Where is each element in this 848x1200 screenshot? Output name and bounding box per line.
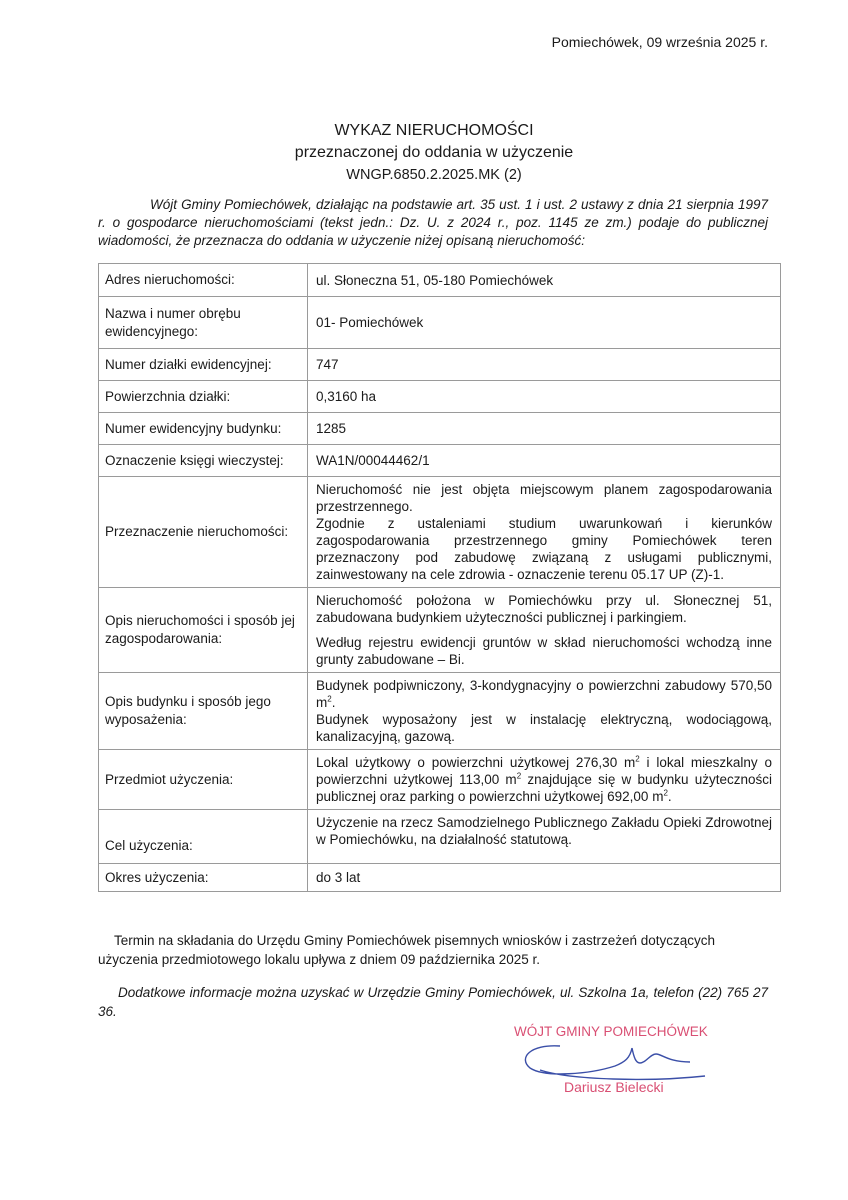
signature-stamp bbox=[500, 1018, 740, 1102]
superscript: 2 bbox=[516, 771, 522, 781]
plot-number-value: 747 bbox=[308, 349, 781, 381]
plot-area-label: Powierzchnia działki: bbox=[99, 381, 308, 413]
description-paragraph-2: Według rejestru ewidencji gruntów w skład nieruchomości wchodzą inne grunty zabudowane – Bi. bbox=[316, 635, 772, 667]
table-row bbox=[99, 264, 781, 297]
table-row bbox=[99, 477, 781, 588]
purpose-paragraph-2: Zgodnie z ustaleniami studium uwarunkowań i kierunków zagospodarowania przestrzennego gminy Pomiechówek teren przeznaczony pod zabudowę związaną z usługami publicznymi, zainwestowany na cele zdrowia - oznaczenie terenu 05.17 UP (Z)-1. bbox=[316, 516, 772, 582]
address-label: Adres nieruchomości: bbox=[99, 264, 308, 297]
land-register-label: Oznaczenie księgi wieczystej: bbox=[99, 445, 308, 477]
superscript: 2 bbox=[327, 694, 332, 704]
subject-text-1: Lokal użytkowy o powierzchni użytkowej 276,30 m bbox=[316, 755, 636, 770]
table-row bbox=[99, 445, 781, 477]
document-title bbox=[0, 120, 848, 186]
land-register-value: WA1N/00044462/1 bbox=[308, 445, 781, 477]
building-text-1-end: . bbox=[331, 695, 336, 710]
title-line-1: WYKAZ NIERUCHOMOŚCI bbox=[334, 122, 534, 139]
building-value bbox=[308, 673, 781, 750]
building-text-1: Budynek podpiwniczony, 3-kondygnacyjny o powierzchni zabudowy 570,50 m bbox=[316, 678, 772, 710]
table-row bbox=[99, 673, 781, 750]
date-line: Pomiechówek, 09 września 2025 r. bbox=[551, 34, 768, 50]
building-label: Opis budynku i sposób jego wyposażenia: bbox=[99, 673, 308, 750]
building-paragraph-2: Budynek wyposażony jest w instalację elektryczną, wodociągową, kanalizacyjną, gazową. bbox=[316, 712, 772, 744]
period-label: Okres użyczenia: bbox=[99, 864, 308, 892]
subject-text-2: i lokal mieszkalny o powierzchni użytkowej 113,00 m bbox=[316, 755, 772, 787]
table-row bbox=[99, 810, 781, 864]
period-value: do 3 lat bbox=[308, 864, 781, 892]
additional-info-paragraph: Dodatkowe informacje można uzyskać w Urzędzie Gminy Pomiechówek, ul. Szkolna 1a, telefon (22) 765 27 36. bbox=[98, 985, 768, 1019]
precinct-value: 01- Pomiechówek bbox=[308, 297, 781, 349]
purpose-label: Przeznaczenie nieruchomości: bbox=[99, 477, 308, 588]
purpose-value bbox=[308, 477, 781, 588]
precinct-label: Nazwa i numer obrębu ewidencyjnego: bbox=[99, 297, 308, 349]
purpose-paragraph-1: Nieruchomość nie jest objęta miejscowym planem zagospodarowania przestrzennego. bbox=[316, 482, 772, 514]
superscript: 2 bbox=[663, 788, 668, 798]
table-row bbox=[99, 349, 781, 381]
table-row bbox=[99, 381, 781, 413]
description-paragraph-1: Nieruchomość położona w Pomiechówku przy ul. Słonecznej 51, zabudowana budynkiem użyteczności publicznej i parkingiem. bbox=[316, 593, 772, 625]
building-paragraph-1 bbox=[316, 677, 772, 711]
deadline-paragraph: Termin na składania do Urzędu Gminy Pomiechówek pisemnych wniosków i zastrzeżeń dotyczących użyczenia przedmiotowego lokalu upływa z dniem 09 października 2025 r. bbox=[98, 933, 716, 967]
table-row bbox=[99, 750, 781, 810]
table-row bbox=[99, 413, 781, 445]
subject-text-4: . bbox=[667, 789, 672, 804]
description-label: Opis nieruchomości i sposób jej zagospodarowania: bbox=[99, 588, 308, 673]
table-row bbox=[99, 588, 781, 673]
table-row bbox=[99, 297, 781, 349]
signature-stroke bbox=[525, 1046, 705, 1080]
intro-paragraph: Wójt Gminy Pomiechówek, działając na podstawie art. 35 ust. 1 i ust. 2 ustawy z dnia 21 sierpnia 1997 r. o gospodarce nieruchomościami (tekst jedn.: Dz. U. z 2024 r., poz. 1145 ze zm.) podaje do publicznej wiadomości, że przeznacza do oddania w użyczenie niżej opisaną nieruchomość: bbox=[98, 197, 768, 248]
reference-number: WNGP.6850.2.2025.MK (2) bbox=[346, 167, 522, 183]
title-line-2: przeznaczonej do oddania w użyczenie bbox=[294, 144, 574, 161]
goal-value: Użyczenie na rzecz Samodzielnego Publicznego Zakładu Opieki Zdrowotnej w Pomiechówku, na działalność statutową. bbox=[308, 810, 781, 864]
plot-number-label: Numer działki ewidencyjnej: bbox=[99, 349, 308, 381]
subject-value bbox=[308, 750, 781, 810]
goal-label: Cel użyczenia: bbox=[99, 810, 308, 864]
building-number-value: 1285 bbox=[308, 413, 781, 445]
description-value bbox=[308, 588, 781, 673]
subject-text-3: znajdujące się w budynku użyteczności publicznej oraz parking o powierzchni użytkowej 692,00 m bbox=[316, 772, 772, 804]
stamp-office: WÓJT GMINY POMIECHÓWEK bbox=[514, 1024, 708, 1039]
table-row bbox=[99, 864, 781, 892]
subject-label: Przedmiot użyczenia: bbox=[99, 750, 308, 810]
plot-area-value: 0,3160 ha bbox=[308, 381, 781, 413]
address-value: ul. Słoneczna 51, 05-180 Pomiechówek bbox=[308, 264, 781, 297]
subject-paragraph bbox=[316, 754, 772, 805]
property-table bbox=[98, 263, 781, 892]
building-number-label: Numer ewidencyjny budynku: bbox=[99, 413, 308, 445]
stamp-name: Dariusz Bielecki bbox=[564, 1079, 664, 1095]
superscript: 2 bbox=[635, 754, 640, 764]
